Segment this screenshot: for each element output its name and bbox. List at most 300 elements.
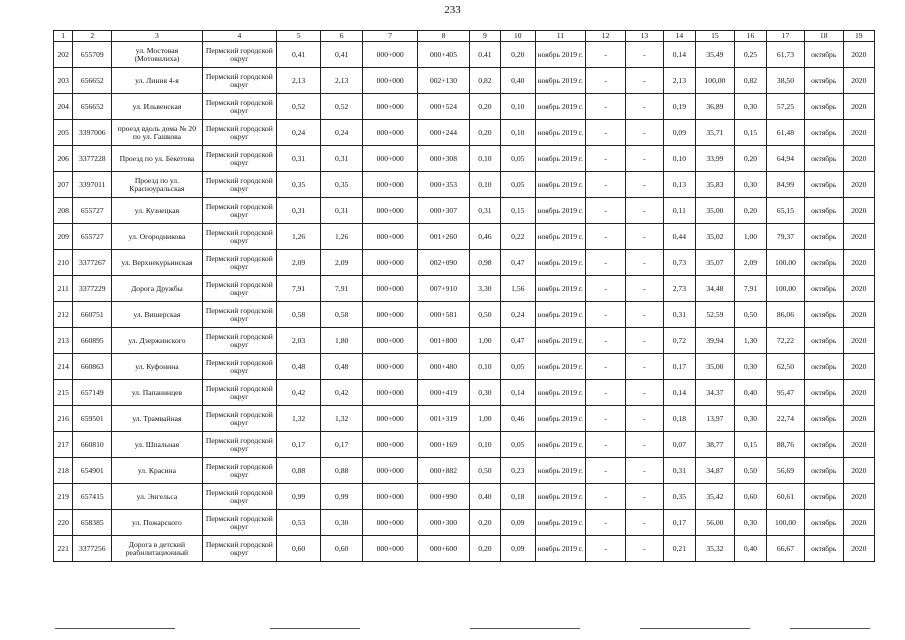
table-cell: Пермский городской округ [202,250,276,276]
table-cell: 2020 [843,302,874,328]
column-header: 17 [767,31,805,42]
table-cell: - [586,146,626,172]
table-cell: Пермский городской округ [202,510,276,536]
table-cell: 0,31 [663,458,695,484]
table-cell: 0,52 [321,94,363,120]
table-cell: 39,94 [696,328,735,354]
table-cell: 0,17 [277,432,321,458]
table-cell: 3377267 [73,250,112,276]
table-cell: 0,14 [663,42,695,68]
table-cell: 0,42 [321,380,363,406]
table-cell: 000+000 [363,354,418,380]
table-row [54,94,875,120]
table-cell: 7,91 [277,276,321,302]
table-cell: Пермский городской округ [202,94,276,120]
table-cell: 660810 [73,432,112,458]
table-cell: 61,48 [767,120,805,146]
table-cell: октябрь [804,510,843,536]
column-header: 9 [469,31,500,42]
table-cell: 35,32 [696,536,735,562]
table-cell: 000+990 [418,484,470,510]
table-cell: 35,00 [696,354,735,380]
table-cell: 0,40 [469,484,500,510]
column-header: 13 [626,31,664,42]
column-header: 18 [804,31,843,42]
column-header: 19 [843,31,874,42]
table-cell: 221 [54,536,73,562]
table-cell: - [626,406,664,432]
table-cell: 0,30 [734,406,766,432]
table-cell: - [626,68,664,94]
table-cell: Проезд по ул. Красноуральская [112,172,203,198]
table-cell: ноябрь 2019 г. [535,354,586,380]
table-cell: 000+000 [363,42,418,68]
table-cell: октябрь [804,198,843,224]
table-cell: 3397011 [73,172,112,198]
table-cell: 0,35 [277,172,321,198]
table-cell: - [626,120,664,146]
table-cell: 0,30 [469,380,500,406]
column-header: 10 [501,31,535,42]
table-cell: - [626,42,664,68]
table-cell: 2020 [843,250,874,276]
table-cell: Пермский городской округ [202,120,276,146]
table-cell: ноябрь 2019 г. [535,250,586,276]
table-cell: 000+000 [363,198,418,224]
table-cell: 0,05 [501,172,535,198]
table-cell: 0,17 [321,432,363,458]
table-cell: 000+419 [418,380,470,406]
column-header: 3 [112,31,203,42]
table-cell: 57,25 [767,94,805,120]
table-cell: 0,72 [663,328,695,354]
table-cell: ноябрь 2019 г. [535,146,586,172]
table-cell: 95,47 [767,380,805,406]
table-cell: 0,10 [663,146,695,172]
table-cell: октябрь [804,302,843,328]
table-cell: 34,48 [696,276,735,302]
table-cell: 2020 [843,458,874,484]
table-row [54,172,875,198]
column-header: 7 [363,31,418,42]
table-cell: 0,18 [501,484,535,510]
table-row [54,198,875,224]
table-cell: Пермский городской округ [202,328,276,354]
table-cell: ноябрь 2019 г. [535,510,586,536]
table-cell: 0,30 [734,354,766,380]
table-cell: октябрь [804,276,843,302]
table-cell: - [586,198,626,224]
table-cell: 2,09 [734,250,766,276]
table-cell: 0,98 [469,250,500,276]
table-cell: 204 [54,94,73,120]
table-cell: 1,26 [321,224,363,250]
table-cell: - [586,510,626,536]
table-cell: Проезд по ул. Бекетова [112,146,203,172]
table-cell: - [626,432,664,458]
table-cell: 0,88 [277,458,321,484]
table-cell: 208 [54,198,73,224]
table-cell: 0,41 [321,42,363,68]
table-cell: 660895 [73,328,112,354]
table-cell: 0,19 [663,94,695,120]
table-cell: ноябрь 2019 г. [535,380,586,406]
table-cell: 2020 [843,432,874,458]
table-cell: 2,73 [663,276,695,302]
table-cell: - [626,302,664,328]
table-cell: 656652 [73,68,112,94]
table-cell: 1,00 [469,406,500,432]
table-cell: 2020 [843,328,874,354]
table-cell: 000+000 [363,406,418,432]
table-cell: 0,17 [663,354,695,380]
table-cell: 0,20 [501,42,535,68]
table-cell: 2020 [843,276,874,302]
table-cell: 0,82 [734,68,766,94]
table-cell: 100,00 [767,250,805,276]
table-cell: 2,09 [277,250,321,276]
column-header: 14 [663,31,695,42]
table-cell: 0,88 [321,458,363,484]
table-cell: 000+600 [418,536,470,562]
table-cell: 0,09 [501,510,535,536]
table-cell: ноябрь 2019 г. [535,328,586,354]
table-cell: 7,91 [321,276,363,302]
table-cell: 0,20 [469,536,500,562]
table-cell: 72,22 [767,328,805,354]
table-cell: ноябрь 2019 г. [535,458,586,484]
table-row [54,250,875,276]
table-cell: 2020 [843,380,874,406]
table-cell: 214 [54,354,73,380]
table-cell: 0,05 [501,354,535,380]
table-cell: 2020 [843,510,874,536]
table-cell: 60,61 [767,484,805,510]
table-cell: 000+405 [418,42,470,68]
table-cell: 0,41 [469,42,500,68]
table-cell: ул. Огородникова [112,224,203,250]
table-cell: 000+308 [418,146,470,172]
table-row [54,536,875,562]
table-cell: ноябрь 2019 г. [535,42,586,68]
table-cell: - [586,302,626,328]
table-cell: 3377256 [73,536,112,562]
table-cell: 655727 [73,198,112,224]
table-cell: 000+244 [418,120,470,146]
table-cell: 0,21 [663,536,695,562]
table-row [54,68,875,94]
table-cell: 0,15 [734,120,766,146]
table-cell: 000+000 [363,510,418,536]
table-cell: ноябрь 2019 г. [535,224,586,250]
table-cell: октябрь [804,536,843,562]
table-cell: 0,50 [734,458,766,484]
table-cell: - [586,42,626,68]
table-cell: 7,91 [734,276,766,302]
table-cell: 2020 [843,198,874,224]
table-cell: 002+130 [418,68,470,94]
table-cell: Пермский городской округ [202,484,276,510]
table-cell: 62,50 [767,354,805,380]
table-cell: 2020 [843,224,874,250]
table-cell: 0,17 [663,510,695,536]
table-cell: 0,31 [277,146,321,172]
table-cell: Дорога Дружбы [112,276,203,302]
header-row [54,31,875,42]
table-cell: - [586,458,626,484]
table-cell: 000+000 [363,328,418,354]
table-cell: Пермский городской округ [202,172,276,198]
table-cell: 100,00 [696,68,735,94]
table-cell: - [626,172,664,198]
table-cell: октябрь [804,380,843,406]
column-header: 4 [202,31,276,42]
table-cell: ул. Кузнецкая [112,198,203,224]
table-cell: 0,42 [277,380,321,406]
table-cell: 0,15 [734,432,766,458]
table-cell: 86,06 [767,302,805,328]
table-cell: 2,13 [277,68,321,94]
table-cell: 0,30 [734,172,766,198]
table-cell: 000+000 [363,432,418,458]
footer-rule [470,628,580,629]
table-cell: 0,48 [321,354,363,380]
table-cell: 0,58 [277,302,321,328]
table-cell: - [586,536,626,562]
table-cell: 13,97 [696,406,735,432]
table-cell: ул. Трамвайная [112,406,203,432]
table-row [54,510,875,536]
table-cell: 2020 [843,146,874,172]
table-cell: 0,46 [469,224,500,250]
table-cell: 655727 [73,224,112,250]
table-cell: 0,22 [501,224,535,250]
table-cell: 0,14 [501,380,535,406]
table-cell: 3,30 [469,276,500,302]
table-cell: 1,32 [321,406,363,432]
table-cell: - [626,224,664,250]
table-cell: 0,10 [501,120,535,146]
table-row [54,432,875,458]
table-cell: - [626,276,664,302]
table-cell: 2020 [843,484,874,510]
table-cell: ноябрь 2019 г. [535,302,586,328]
table-cell: 88,76 [767,432,805,458]
table-cell: октябрь [804,68,843,94]
table-cell: 0,50 [469,302,500,328]
table-cell: октябрь [804,94,843,120]
column-header: 1 [54,31,73,42]
table-cell: - [586,406,626,432]
table-cell: 000+353 [418,172,470,198]
table-cell: ноябрь 2019 г. [535,198,586,224]
table-cell: 3377229 [73,276,112,302]
table-cell: ноябрь 2019 г. [535,94,586,120]
column-header: 15 [696,31,735,42]
roads-table [53,30,875,562]
table-cell: 213 [54,328,73,354]
table-cell: 0,30 [321,510,363,536]
table-cell: 56,00 [696,510,735,536]
table-cell: 0,10 [501,94,535,120]
table-cell: 2020 [843,172,874,198]
table-cell: - [626,328,664,354]
table-cell: - [586,432,626,458]
table-cell: 0,31 [321,198,363,224]
table-cell: 000+000 [363,172,418,198]
table-cell: 0,60 [734,484,766,510]
table-cell: 0,20 [469,120,500,146]
table-cell: 1,32 [277,406,321,432]
table-cell: 1,30 [734,328,766,354]
table-cell: 0,24 [501,302,535,328]
table-cell: 000+000 [363,380,418,406]
table-cell: октябрь [804,406,843,432]
table-cell: - [586,68,626,94]
table-cell: 38,50 [767,68,805,94]
table-cell: 0,47 [501,250,535,276]
table-cell: 0,23 [501,458,535,484]
page-number: 233 [444,4,461,16]
table-cell: 0,53 [277,510,321,536]
table-cell: 000+000 [363,120,418,146]
table-header [54,31,875,42]
table-cell: 1,26 [277,224,321,250]
table-cell: ноябрь 2019 г. [535,120,586,146]
table-cell: 211 [54,276,73,302]
table-cell: ул. Куфонина [112,354,203,380]
table-cell: 0,11 [663,198,695,224]
table-cell: 000+000 [363,250,418,276]
table-cell: 1,56 [501,276,535,302]
table-cell: - [626,380,664,406]
table-cell: 000+000 [363,536,418,562]
table-cell: - [626,198,664,224]
table-cell: 000+307 [418,198,470,224]
table-cell: 212 [54,302,73,328]
table-cell: 0,13 [663,172,695,198]
table-cell: ул. Дзержинского [112,328,203,354]
table-cell: 0,05 [501,432,535,458]
table-cell: 64,94 [767,146,805,172]
table-row [54,120,875,146]
table-cell: 0,05 [501,146,535,172]
table-cell: Пермский городской округ [202,302,276,328]
table-row [54,328,875,354]
column-header: 16 [734,31,766,42]
table-cell: 1,80 [321,328,363,354]
table-cell: - [626,146,664,172]
table-cell: - [586,224,626,250]
table-cell: 000+000 [363,484,418,510]
table-cell: 215 [54,380,73,406]
table-row [54,406,875,432]
table-cell: 001+800 [418,328,470,354]
table-cell: 654901 [73,458,112,484]
table-cell: 0,44 [663,224,695,250]
table-cell: 52,59 [696,302,735,328]
table-cell: 0,09 [501,536,535,562]
table-cell: - [626,510,664,536]
table-cell: Пермский городской округ [202,458,276,484]
table-cell: 79,37 [767,224,805,250]
table-cell: 0,10 [469,432,500,458]
table-cell: 35,02 [696,224,735,250]
table-cell: 2020 [843,536,874,562]
table-cell: Пермский городской округ [202,432,276,458]
table-row [54,484,875,510]
table-cell: 656652 [73,94,112,120]
table-cell: 100,00 [767,276,805,302]
table-cell: октябрь [804,224,843,250]
table-cell: ноябрь 2019 г. [535,536,586,562]
table-cell: октябрь [804,172,843,198]
column-header: 5 [277,31,321,42]
table-cell: 0,10 [469,354,500,380]
table-cell: - [626,484,664,510]
table-cell: ноябрь 2019 г. [535,172,586,198]
table-cell: 56,69 [767,458,805,484]
column-header: 6 [321,31,363,42]
table-cell: 001+260 [418,224,470,250]
table-cell: - [586,250,626,276]
table-cell: 2020 [843,120,874,146]
table-cell: - [586,276,626,302]
table-cell: октябрь [804,458,843,484]
table-cell: 0,10 [469,172,500,198]
table-cell: 000+882 [418,458,470,484]
table-cell: 2020 [843,68,874,94]
table-cell: - [586,484,626,510]
table-cell: октябрь [804,328,843,354]
table-cell: октябрь [804,432,843,458]
table-cell: 210 [54,250,73,276]
table-cell: 2,13 [321,68,363,94]
table-cell: - [586,354,626,380]
table-cell: ноябрь 2019 г. [535,68,586,94]
table-cell: 660751 [73,302,112,328]
table-row [54,276,875,302]
table-row [54,224,875,250]
table-cell: 002+090 [418,250,470,276]
table-cell: 2020 [843,354,874,380]
table-cell: 35,71 [696,120,735,146]
table-cell: 000+000 [363,276,418,302]
table-cell: Пермский городской округ [202,42,276,68]
table-cell: 2,13 [663,68,695,94]
table-cell: 000+169 [418,432,470,458]
table-cell: 659501 [73,406,112,432]
table-cell: октябрь [804,354,843,380]
table-row [54,146,875,172]
table-cell: 655709 [73,42,112,68]
table-cell: 1,00 [469,328,500,354]
table-cell: 000+300 [418,510,470,536]
table-cell: октябрь [804,120,843,146]
table-cell: Пермский городской округ [202,224,276,250]
table-cell: 0,31 [321,146,363,172]
table-cell: ул. Верхнекурьинская [112,250,203,276]
table-cell: - [626,250,664,276]
table-cell: проезд вдоль дома № 20 по ул. Гашкова [112,120,203,146]
table-cell: Пермский городской округ [202,198,276,224]
table-cell: - [626,94,664,120]
table-cell: 0,46 [501,406,535,432]
table-cell: - [586,380,626,406]
table-cell: 206 [54,146,73,172]
table-cell: 203 [54,68,73,94]
table-cell: 0,20 [469,94,500,120]
